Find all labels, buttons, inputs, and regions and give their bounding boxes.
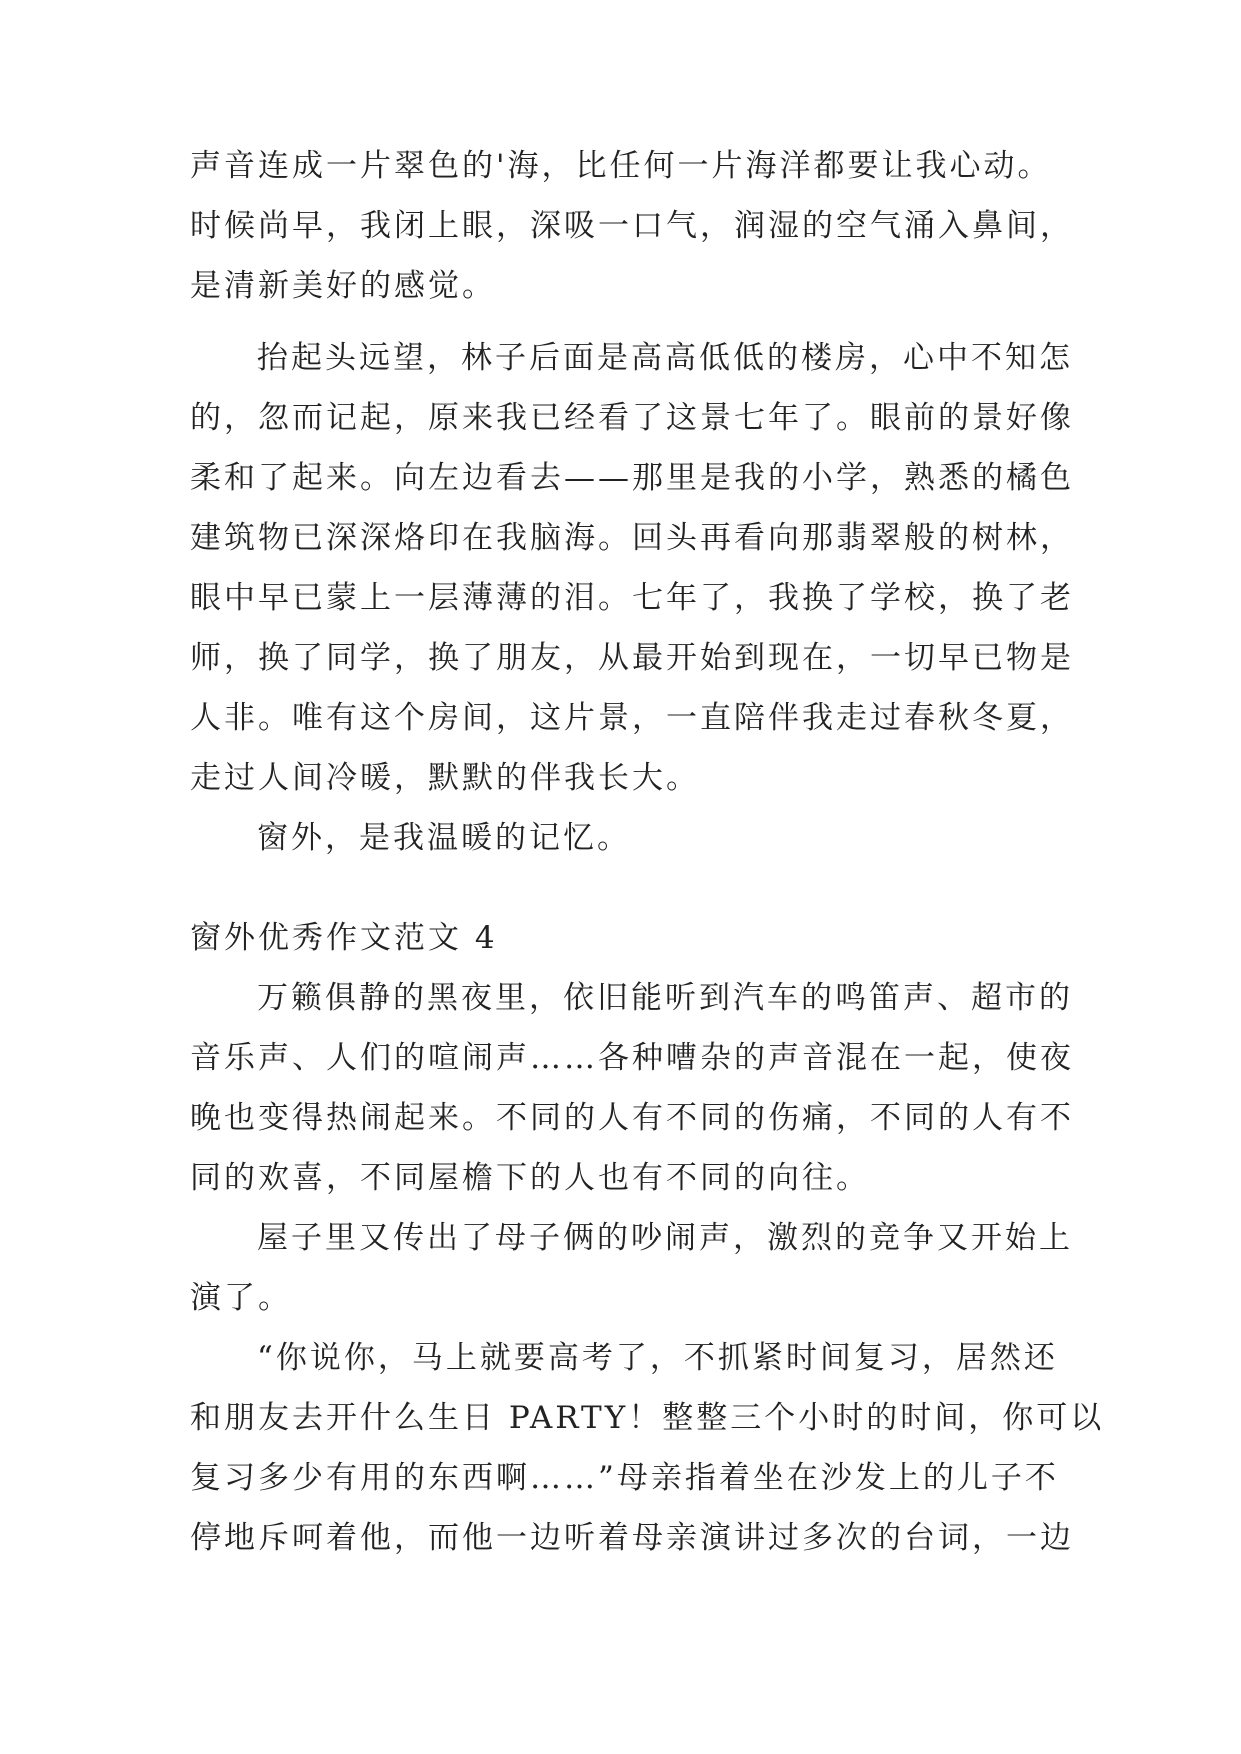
paragraph-start-line: “你说你，马上就要高考了，不抓紧时间复习，居然还 — [257, 1340, 1058, 1376]
paragraph-start-line: 窗外，是我温暖的记忆。 — [257, 820, 631, 856]
text-line: 眼中早已蒙上一层薄薄的泪。七年了，我换了学校，换了老 — [190, 580, 1074, 616]
text-line: 柔和了起来。向左边看去——那里是我的小学，熟悉的橘色 — [190, 460, 1074, 496]
text-line: 同的欢喜，不同屋檐下的人也有不同的向往。 — [190, 1160, 870, 1196]
text-line: 人非。唯有这个房间，这片景，一直陪伴我走过春秋冬夏， — [190, 700, 1074, 736]
text-line: 晚也变得热闹起来。不同的人有不同的伤痛，不同的人有不 — [190, 1100, 1074, 1136]
section-heading: 窗外优秀作文范文 4 — [190, 920, 498, 956]
text-line: 演了。 — [190, 1280, 292, 1316]
text-line: 声音连成一片翠色的'海，比任何一片海洋都要让我心动。 — [190, 148, 1052, 184]
text-line: 的，忽而记起，原来我已经看了这景七年了。眼前的景好像 — [190, 400, 1074, 436]
text-line: 时候尚早，我闭上眼，深吸一口气，润湿的空气涌入鼻间， — [190, 208, 1074, 244]
text-line: 音乐声、人们的喧闹声……各种嘈杂的声音混在一起，使夜 — [190, 1040, 1074, 1076]
text-line: 走过人间冷暖，默默的伴我长大。 — [190, 760, 700, 796]
paragraph-start-line: 抬起头远望，林子后面是高高低低的楼房，心中不知怎 — [257, 340, 1073, 376]
text-line: 停地斥呵着他，而他一边听着母亲演讲过多次的台词，一边 — [190, 1520, 1074, 1556]
text-line: 复习多少有用的东西啊……”母亲指着坐在沙发上的儿子不 — [190, 1460, 1059, 1496]
paragraph-start-line: 屋子里又传出了母子俩的吵闹声，激烈的竞争又开始上 — [257, 1220, 1073, 1256]
text-line: 是清新美好的感觉。 — [190, 268, 496, 304]
text-line: 师，换了同学，换了朋友，从最开始到现在，一切早已物是 — [190, 640, 1074, 676]
text-line: 建筑物已深深烙印在我脑海。回头再看向那翡翠般的树林， — [190, 520, 1074, 556]
paragraph-start-line: 万籁俱静的黑夜里，依旧能听到汽车的鸣笛声、超市的 — [257, 980, 1073, 1016]
text-line: 和朋友去开什么生日 PARTY！整整三个小时的时间，你可以 — [190, 1400, 1105, 1436]
